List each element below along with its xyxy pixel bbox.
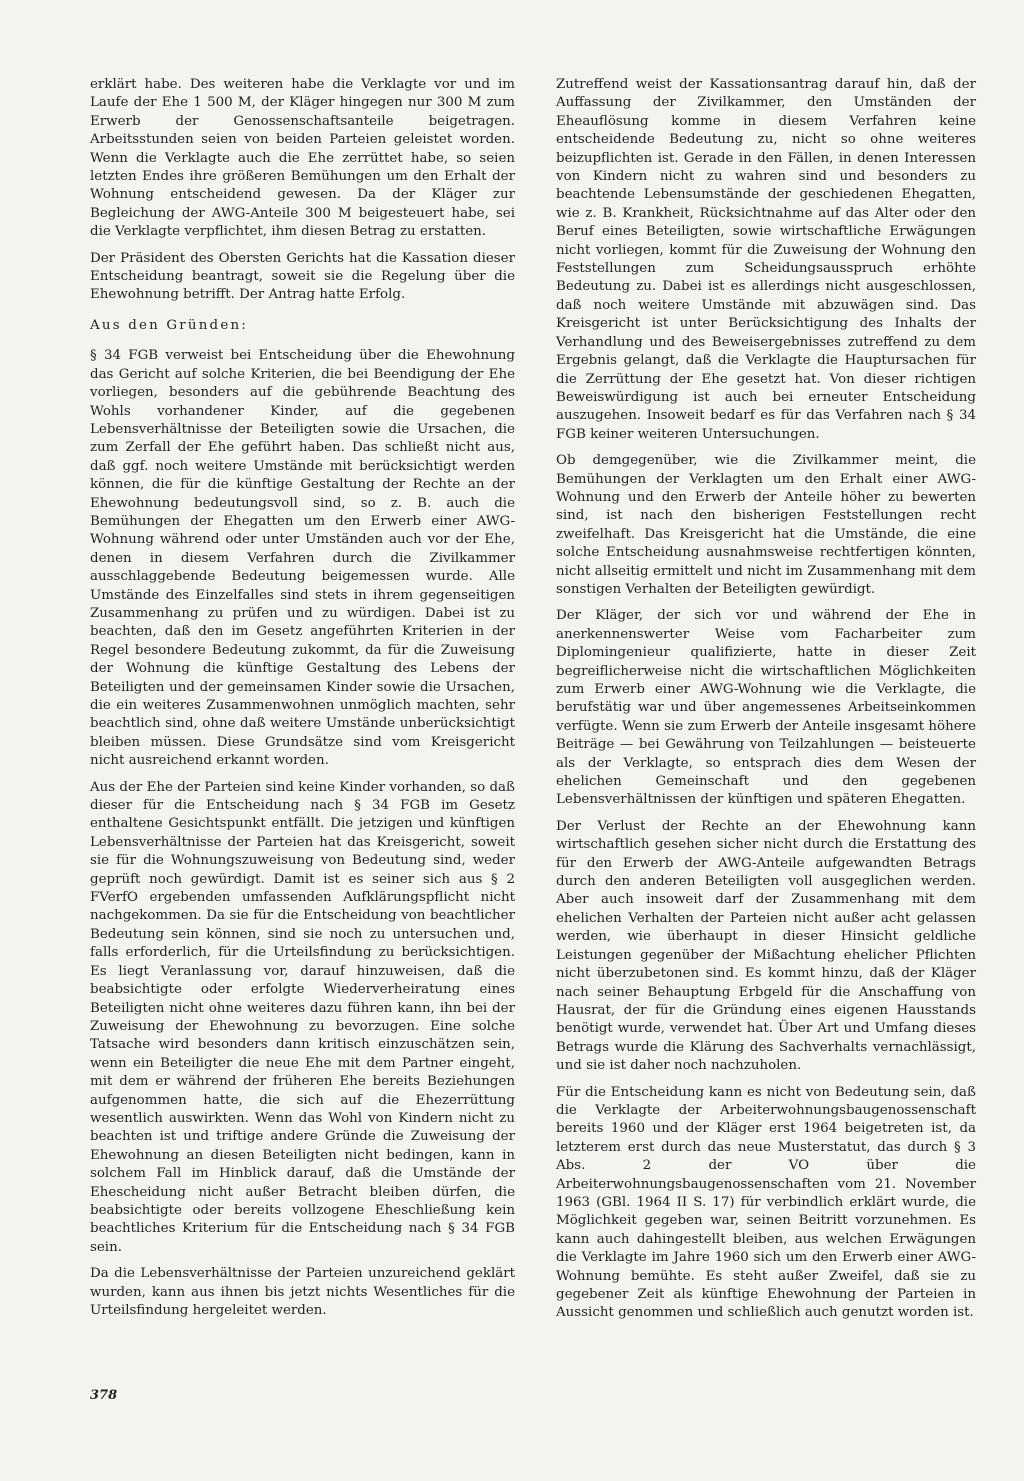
paragraph: Da die Lebensverhältnisse der Parteien unzureichend geklärt wurden, kann aus ihnen bis jetzt nichts Wesentliches für die Urteilsfindung hergeleitet werden.	[90, 1266, 515, 1318]
paragraph: Der Verlust der Rechte an der Ehewohnung kann wirtschaftlich gesehen sicher nicht durch die Erstattung des für den Erwerb der AWG-Anteile aufgewandten Betrags durch den anderen Beteiligten voll ausgeglichen werden. Aber auch insoweit darf der Zusammenhang mit dem ehelichen Verhalten der Parteien nicht außer acht gelassen werden, wie überhaupt in dieser Hinsicht geldliche Leistungen gegenüber der Mißachtung ehelicher Pflichten nicht überzubetonen sind. Es kommt hinzu, daß der Kläger nach seiner Behauptung Erbgeld für die Anschaffung von Hausrat, der für die Gründung eines eigenen Hausstands benötigt wurde, verwendet hat. Über Art und Umfang dieses Betrags wurde die Klärung des Sachverhalts vernachlässigt, und sie ist daher noch nachzuholen.	[556, 818, 976, 1074]
paragraph: Der Kläger, der sich vor und während der Ehe in anerkennenswerter Weise vom Facharbeiter zum Diplomingenieur qualifizierte, hatte in dieser Zeit begreiflicherweise nicht die wirtschaftlichen Möglichkeiten zum Erwerb einer AWG-Wohnung wie die Verklagte, die berufstätig war und über angemessenes Arbeitseinkommen verfügte. Wenn sie zum Erwerb der Anteile insgesamt höhere Beiträge — bei Gewährung von Teilzahlungen — beisteuerte als der Verklagte, so entsprach dies dem Wesen der ehelichen Gemeinschaft und den gegebenen Lebensverhältnissen der künftigen und späteren Ehegatten.	[556, 608, 976, 808]
paragraph: Der Präsident des Obersten Gerichts hat die Kassation dieser Entscheidung beantragt, soweit sie die Regelung über die Ehewohnung betrifft. Der Antrag hatte Erfolg.	[90, 250, 515, 303]
paragraph: § 34 FGB verweist bei Entscheidung über die Ehewohnung das Gericht auf solche Kriterien, die bei Beendigung der Ehe vorliegen, besonders auf die gebührende Beachtung des Wohls vorhandener Kinder, auf die gegebenen Lebensverhältnisse der Beteiligten sowie die Ursachen, die zum Zerfall der Ehe geführt haben. Das schließt nicht aus, daß ggf. noch weitere Umstände mit berücksichtigt werden können, die für die künftige Gestaltung der Rechte an der Ehewohnung bedeutungsvoll sind, so z. B. auch die Bemühungen der Ehegatten um den Erwerb einer AWG-Wohnung während oder unter Umständen auch vor der Ehe, denen in diesem Verfahren durch die Zivilkammer ausschlaggebende Bedeutung beigemessen wurde. Alle Umstände des Einzelfalles sind stets in ihrem gegenseitigen Zusammenhang zu prüfen und zu würdigen. Dabei ist zu beachten, daß den im Gesetz angeführten Kriterien in der Regel besondere Bedeutung zukommt, da für die Zuweisung der Wohnung die künftige Gestaltung des Lebens der Beteiligten und der gemeinsamen Kinder sowie die Ursachen, die ein weiteres Zusammenwohnen unmöglich machten, sehr beachtlich sind, ohne daß weitere Umstände unberücksichtigt bleiben müssen. Diese Grundsätze sind vom Kreisgericht nicht ausreichend erkannt worden.	[90, 348, 515, 769]
paragraph: Zutreffend weist der Kassationsantrag darauf hin, daß der Auffassung der Zivilkammer, den Umständen der Eheauflösung komme in diesem Verfahren keine entscheidende Bedeutung zu, nicht so ohne weiteres beizupflichten ist. Gerade in den Fällen, in denen Interessen von Kindern nicht zu wahren sind und besonders zu beachtende Lebensumstände der geschiedenen Ehegatten, wie z. B. Krankheit, Rücksichtnahme auf das Alter oder den Beruf eines Beteiligten, sowie wirtschaftliche Erwägungen nicht vorliegen, kommt für die Zuweisung der Wohnung den Feststellungen zum Scheidungsausspruch erhöhte Bedeutung zu. Dabei ist es allerdings nicht ausgeschlossen, daß noch weitere Umstände mit abzuwägen sind. Das Kreisgericht ist unter Berücksichtigung des Inhalts der Verhandlung und des Beweisergebnisses zutreffend zu dem Ergebnis gelangt, daß die Verklagte die Hauptursachen für die Zerrüttung der Ehe gesetzt hat. Von dieser richtigen Beweiswürdigung ist auch bei erneuter Entscheidung auszugehen. Insoweit bedarf es für das Verfahren nach § 34 FGB keiner weiteren Untersuchungen.	[556, 77, 976, 442]
right-column	[556, 76, 976, 1331]
left-column	[90, 76, 515, 1328]
paragraph: Aus der Ehe der Parteien sind keine Kinder vorhanden, so daß dieser für die Entscheidung nach § 34 FGB im Gesetz enthaltene Gesichtspunkt entfällt. Die jetzigen und künftigen Lebensverhältnisse der Parteien hat das Kreisgericht, soweit sie für die Wohnungszuweisung von Bedeutung sind, weder geprüft noch gewürdigt. Damit ist es seiner sich aus § 2 FVerfO ergebenden umfassenden Aufklärungspflicht nicht nachgekommen. Da sie für die Entscheidung von beachtlicher Bedeutung sein können, sind sie noch zu untersuchen und, falls erforderlich, für die Urteilsfindung zu berücksichtigen. Es liegt Veranlassung vor, darauf hinzuweisen, daß die beabsichtigte oder erfolgte Wiederverheiratung eines Beteiligten nicht ohne weiteres dazu führen kann, ihn bei der Zuweisung der Ehewohnung zu bevorzugen. Eine solche Tatsache wird besonders dann kritisch einzuschätzen sein, wenn ein Beteiligter die neue Ehe mit dem Partner eingeht, mit dem er während der früheren Ehe bereits Beziehungen aufgenommen hatte, die sich auf die Ehezerrüttung wesentlich auswirkten. Wenn das Wohl von Kindern nicht zu beachten ist und triftige andere Gründe die Zuweisung der Ehewohnung an diesen Beteiligten nicht bedingen, kann in solchem Fall im Hinblick darauf, daß die Umstände der Ehescheidung nicht außer Betracht bleiben dürfen, die beabsichtigte oder bereits vollzogene Eheschließung kein beachtliches Kriterium für die Entscheidung nach § 34 FGB sein.	[90, 779, 515, 1255]
paragraph: Ob demgegenüber, wie die Zivilkammer meint, die Bemühungen der Verklagten um den Erhalt einer AWG-Wohnung und den Erwerb der Anteile höher zu bewerten sind, ist nach den bisherigen Feststellungen recht zweifelhaft. Das Kreisgericht hat die Umstände, die eine solche Entscheidung ausnahmsweise rechtfertigen könnten, nicht allseitig ermittelt und nicht im Zusammenhang mit dem sonstigen Verhalten der Beteiligten gewürdigt.	[556, 453, 976, 597]
page-number: 378	[90, 1388, 118, 1403]
section-heading: Aus den Gründen:	[90, 317, 248, 333]
paragraph: Für die Entscheidung kann es nicht von Bedeutung sein, daß die Verklagte der Arbeiterwohnungsbaugenossenschaft bereits 1960 und der Kläger erst 1964 beigetreten ist, da letzterem erst durch das neue Musterstatut, das durch § 3 Abs. 2 der VO über die Arbeiterwohnungsbaugenossenschaften vom 21. November 1963 (GBl. 1964 II S. 17) für verbindlich erklärt wurde, die Möglichkeit gegeben war, seinen Beitritt vorzunehmen. Es kann auch dahingestellt bleiben, aus welchen Erwägungen die Verklagte im Jahre 1960 sich um den Erwerb einer AWG-Wohnung bemühte. Es steht außer Zweifel, daß sie zu gegebener Zeit als künftige Ehewohnung der Parteien in Aussicht genommen und schließlich auch genutzt worden ist.	[556, 1084, 976, 1321]
paragraph: erklärt habe. Des weiteren habe die Verklagte vor und im Laufe der Ehe 1 500 M, der Kläger hingegen nur 300 M zum Erwerb der Genossenschaftsanteile beigetragen. Arbeitsstunden seien von beiden Parteien geleistet worden. Wenn die Verklagte auch die Ehe zerrüttet habe, so seien letzten Endes ihre größeren Bemühungen um den Erhalt der Wohnung entscheidend gewesen. Da der Kläger zur Begleichung der AWG-Anteile 300 M beigesteuert habe, sei die Verklagte verpflichtet, ihm diesen Betrag zu erstatten.	[90, 77, 515, 240]
